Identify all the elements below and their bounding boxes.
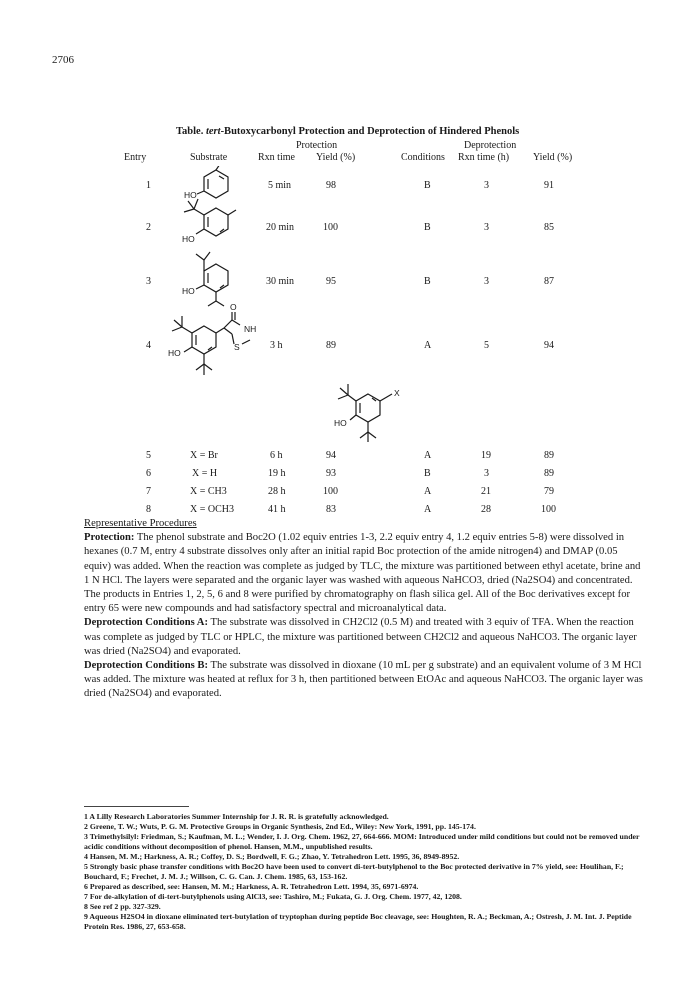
- footnotes: [84, 812, 644, 932]
- row-4-dyield: 94: [544, 340, 554, 351]
- footnote: 7 For de-alkylation of di-tert-butylphenols using AlCl3, see: Tashiro, M.; Fukata, G. J. Org. Chem. 1977, 42, 1208.: [84, 892, 462, 901]
- row-2-time: 20 min: [266, 222, 295, 233]
- footnote: 1 A Lilly Research Laboratories Summer Internship for J. R. R. is gratefully acknowledged.: [84, 812, 389, 821]
- row-6-time: 19 h: [268, 468, 286, 479]
- col-yield: Yield (%): [316, 152, 356, 163]
- row-5-cond: A: [424, 450, 432, 461]
- structure-entries-5-8: [322, 370, 422, 444]
- row-7-dtime: 21: [481, 486, 491, 497]
- row-8-cond: A: [424, 504, 432, 515]
- svg-text:HO: HO: [184, 190, 197, 200]
- footnote: 3 Trimethylsilyl: Friedman, S.; Kaufman, M. L.; Wender, I. J. Org. Chem. 1962, 27, 664-666. MOM: Introduced under mild conditions but could not be removed under acidic conditions without decomposition of phenol. Hansen, M.M., unpublished results.: [84, 832, 640, 851]
- row-1-dyield: 91: [544, 180, 554, 191]
- row-1-yield: 98: [326, 180, 336, 191]
- row-4-yield: 89: [326, 340, 336, 351]
- section-heading: Representative Procedures: [84, 518, 197, 529]
- col-entry: Entry: [124, 152, 147, 163]
- structure-entry-2: [176, 196, 250, 246]
- row-6-entry: 6: [146, 468, 151, 479]
- row-7-cond: A: [424, 486, 432, 497]
- row-7-entry: 7: [146, 486, 151, 497]
- row-1-entry: 1: [146, 180, 151, 191]
- row-7-substrate: X = CH3: [190, 486, 227, 497]
- col-yield-2: Yield (%): [533, 152, 573, 163]
- row-1-dtime: 3: [484, 180, 489, 191]
- row-4-dtime: 5: [484, 340, 489, 351]
- svg-text:HO: HO: [182, 234, 195, 244]
- row-7-time: 28 h: [268, 486, 286, 497]
- row-2-cond: B: [424, 222, 431, 233]
- row-8-entry: 8: [146, 504, 151, 515]
- svg-text:NH: NH: [244, 324, 257, 334]
- footnote: 6 Prepared as described, see: Hansen, M. M.; Harkness, A. R. Tetrahedron Lett. 1994, 35, 6971-6974.: [84, 882, 419, 891]
- row-2-dyield: 85: [544, 222, 554, 233]
- footnote: 2 Greene, T. W.; Wuts, P. G. M. Protective Groups in Organic Synthesis, 2nd Ed., Wiley: New York, 1991, pp. 145-174.: [84, 822, 476, 831]
- row-7-dyield: 79: [544, 486, 554, 497]
- row-6-dyield: 89: [544, 468, 554, 479]
- row-2-entry: 2: [146, 222, 151, 233]
- row-3-yield: 95: [326, 276, 336, 287]
- footnote: 5 Strongly basic phase transfer conditions with Boc2O have been used to convert di-tert-butylphenol to the Boc protected derivative in 7% yield, see: Houlihan, F.; Bouchard, F.; Frechet, J. M. J.; Willson, C. G. Can. J. Chem. 1985, 63, 153-162.: [84, 862, 624, 881]
- row-8-yield: 83: [326, 504, 336, 515]
- row-5-substrate: X = Br: [190, 450, 218, 461]
- row-1-cond: B: [424, 180, 431, 191]
- row-2-yield: 100: [323, 222, 338, 233]
- row-5-dyield: 89: [544, 450, 554, 461]
- svg-text:HO: HO: [168, 348, 181, 358]
- deprotection-a-paragraph: Deprotection Conditions A: The substrate was dissolved in CH2Cl2 (0.5 M) and treated with 3 equiv of TFA. When the reaction was complete as judged by TLC or HPLC, the mixture was partitioned between CH2Cl2 and aqueous NaHCO3. The organic layer was dried (Na2SO4) and evaporated.: [84, 617, 637, 657]
- deprotection-b-paragraph: Deprotection Conditions B: The substrate was dissolved in dioxane (10 mL per g substrate) and an equivalent volume of 3 M HCl was added. The mixture was heated at reflux for 3 h, then partitioned between EtOAc and aqueous NaHCO3. The organic layer was dried (Na2SO4) and evaporated.: [84, 660, 643, 700]
- protection-paragraph: Protection: The phenol substrate and Boc2O (1.02 equiv entries 1-3, 2.2 equiv entry 4, 1.2 equiv entries 5-8) were dissolved in hexanes (0.7 M, entry 4 substrate dissolves only after an initial rapid Boc protection of the amide nitrogen4) and DMAP (0.05 equiv) was added. When the reaction was complete as judged by TLC, the mixture was partitioned between ethyl acetate, brine and 1 N HCl. The layers were separated and the organic layer was washed with aqueous NaHCO3, dried (Na2SO4) and concentrated. The products in Entries 1, 2, 5, 6 and 8 were purified by chromatography on flash silica gel. All of the Boc derivatives except for entry 65 were new compounds and had satisfactory spectral and microanalytical data.: [84, 532, 641, 615]
- row-5-yield: 94: [326, 450, 336, 461]
- row-4-cond: A: [424, 340, 432, 351]
- row-6-yield: 93: [326, 468, 336, 479]
- footnote: 4 Hansen, M. M.; Harkness, A. R.; Coffey, D. S.; Bordwell, F. G.; Zhao, Y. Tetrahedron Lett. 1995, 36, 8949-8952.: [84, 852, 460, 861]
- footnote-divider: [84, 806, 189, 807]
- structure-entry-4: [160, 300, 270, 378]
- col-substrate: Substrate: [190, 152, 228, 163]
- procedures-section: [84, 517, 644, 702]
- row-3-cond: B: [424, 276, 431, 287]
- row-3-time: 30 min: [266, 276, 295, 287]
- row-4-entry: 4: [146, 340, 151, 351]
- footnote: 9 Aqueous H2SO4 in dioxane eliminated tert-butylation of tryptophan during peptide Boc cleavage, see: Houghten, R. A.; Beckman, A.; Ostresh, J. M. Int. J. Peptide Protein Res. 1986, 27, 653-658.: [84, 912, 632, 931]
- col-rxn-time-h: Rxn time (h): [458, 152, 510, 163]
- row-1-time: 5 min: [268, 180, 292, 191]
- row-5-entry: 5: [146, 450, 151, 461]
- row-6-substrate: X = H: [192, 468, 218, 479]
- page-number: 2706: [52, 54, 74, 66]
- footnote: 8 See ref 2 pp. 327-329.: [84, 902, 161, 911]
- row-2-dtime: 3: [484, 222, 489, 233]
- row-6-dtime: 3: [484, 468, 489, 479]
- table-title: Table. tert-Butoxycarbonyl Protection and Deprotection of Hindered Phenols: [176, 126, 520, 137]
- row-3-entry: 3: [146, 276, 151, 287]
- row-3-dyield: 87: [544, 276, 554, 287]
- header-protection: Protection: [296, 140, 338, 151]
- svg-text:S: S: [234, 342, 240, 352]
- row-6-cond: B: [424, 468, 431, 479]
- row-8-substrate: X = OCH3: [190, 504, 234, 515]
- row-4-time: 3 h: [270, 340, 283, 351]
- row-3-dtime: 3: [484, 276, 489, 287]
- row-8-dtime: 28: [481, 504, 491, 515]
- svg-text:O: O: [230, 302, 237, 312]
- row-5-dtime: 19: [481, 450, 491, 461]
- row-7-yield: 100: [323, 486, 338, 497]
- row-8-dyield: 100: [541, 504, 556, 515]
- svg-text:HO: HO: [334, 418, 347, 428]
- col-rxn-time: Rxn time: [258, 152, 295, 163]
- header-deprotection: Deprotection: [464, 140, 517, 151]
- svg-text:X: X: [394, 388, 400, 398]
- col-conditions: Conditions: [401, 152, 445, 163]
- row-8-time: 41 h: [268, 504, 286, 515]
- row-5-time: 6 h: [270, 450, 283, 461]
- svg-text:HO: HO: [182, 286, 195, 296]
